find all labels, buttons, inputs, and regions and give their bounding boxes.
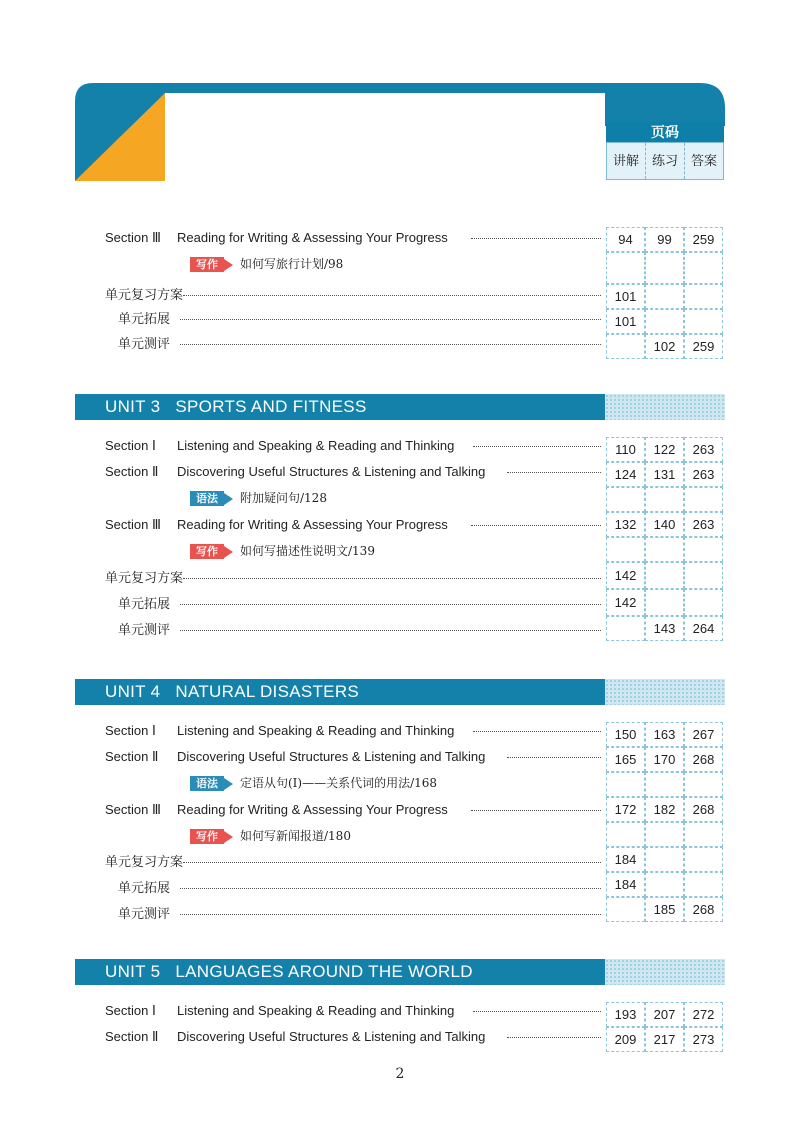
leader-dots — [507, 1037, 601, 1038]
page-cell[interactable]: 273 — [684, 1027, 723, 1052]
toc-row-extension[interactable] — [105, 306, 605, 332]
unit4-title: UNIT 4 NATURAL DISASTERS — [105, 682, 360, 701]
page-cell — [684, 822, 723, 847]
review-title: 单元复习方案 — [105, 287, 184, 302]
page-cell — [684, 847, 723, 872]
writing-note[interactable] — [190, 825, 351, 847]
grammar-tag: 语法 — [190, 776, 234, 791]
page-cell — [684, 589, 723, 616]
review-title: 单元复习方案 — [105, 570, 184, 585]
page-cell — [684, 872, 723, 897]
page-cell[interactable]: 165 — [606, 747, 645, 772]
toc-row-u3-section2[interactable] — [105, 459, 605, 485]
page-cell[interactable]: 184 — [606, 872, 645, 897]
grammar-text: 附加疑问句/128 — [240, 491, 327, 505]
section-label: Section Ⅰ — [105, 438, 156, 453]
column-answer: 答案 — [684, 143, 723, 179]
column-practice: 练习 — [645, 143, 684, 179]
page-cell[interactable]: 132 — [606, 512, 645, 537]
page-cell[interactable]: 182 — [645, 797, 684, 822]
toc-row-u3-test[interactable] — [105, 617, 605, 643]
toc-row-u5-section1[interactable] — [105, 998, 605, 1024]
grammar-note[interactable] — [190, 487, 327, 509]
test-title: 单元测评 — [118, 336, 171, 351]
page-cell[interactable]: 267 — [684, 722, 723, 747]
section-title: Listening and Speaking & Reading and Thinking — [177, 1003, 455, 1018]
page-cell[interactable]: 268 — [684, 797, 723, 822]
page-cell — [606, 772, 645, 797]
page-cell[interactable]: 142 — [606, 589, 645, 616]
section-label: Section Ⅰ — [105, 723, 156, 738]
toc-row-u3-section3[interactable] — [105, 512, 605, 538]
section-title: Discovering Useful Structures & Listening and Talking — [177, 464, 486, 479]
section-label: Section Ⅲ — [105, 802, 161, 817]
page-cell[interactable]: 268 — [684, 747, 723, 772]
page-cell — [684, 772, 723, 797]
leader-dots — [471, 810, 601, 811]
page-code-header — [606, 122, 724, 182]
page-cell[interactable]: 150 — [606, 722, 645, 747]
page-cell — [684, 487, 723, 512]
unit5-title: UNIT 5 LANGUAGES AROUND THE WORLD — [105, 962, 473, 981]
grammar-note[interactable] — [190, 772, 437, 794]
review-title: 单元复习方案 — [105, 854, 184, 869]
page-cell[interactable]: 268 — [684, 897, 723, 922]
toc-row-u4-section3[interactable] — [105, 797, 605, 823]
page-cell[interactable]: 110 — [606, 437, 645, 462]
leader-dots — [471, 525, 601, 526]
toc-row-u3-extension[interactable] — [105, 591, 605, 617]
section-label: Section Ⅰ — [105, 1003, 156, 1018]
page-cell — [684, 284, 723, 309]
section-title: Reading for Writing & Assessing Your Progress — [177, 802, 448, 817]
leader-dots — [180, 914, 601, 915]
unit3-title: UNIT 3 SPORTS AND FITNESS — [105, 397, 367, 416]
page-cell — [684, 537, 723, 562]
extension-title: 单元拓展 — [118, 596, 171, 611]
section-label: Section Ⅱ — [105, 1029, 159, 1044]
page-cell[interactable]: 170 — [645, 747, 684, 772]
leader-dots — [471, 238, 601, 239]
page-code-title: 页码 — [606, 122, 724, 142]
page-cell — [645, 847, 684, 872]
extension-title: 单元拓展 — [118, 311, 171, 326]
toc-row-u4-section2[interactable] — [105, 744, 605, 770]
toc-row-u4-section1[interactable] — [105, 718, 605, 744]
writing-text: 如何写描述性说明文/139 — [240, 544, 375, 558]
leader-dots — [180, 888, 601, 889]
page-cell[interactable]: 272 — [684, 1002, 723, 1027]
test-title: 单元测评 — [118, 906, 171, 921]
page-cell — [645, 309, 684, 334]
page-cell — [684, 562, 723, 589]
page-cell[interactable]: 122 — [645, 437, 684, 462]
page-cell[interactable]: 102 — [645, 334, 684, 359]
page-cell — [645, 562, 684, 589]
page-cell[interactable]: 124 — [606, 462, 645, 487]
page-cell — [606, 537, 645, 562]
page-cell[interactable]: 264 — [684, 616, 723, 641]
toc-row-test[interactable] — [105, 331, 605, 357]
grammar-tag: 语法 — [190, 491, 234, 506]
unit5-header — [75, 959, 725, 985]
page-cell — [645, 487, 684, 512]
page-cell[interactable]: 263 — [684, 512, 723, 537]
extension-title: 单元拓展 — [118, 880, 171, 895]
test-title: 单元测评 — [118, 622, 171, 637]
toc-row-u3-review[interactable] — [105, 565, 605, 591]
column-lecture: 讲解 — [612, 153, 639, 168]
page-cell[interactable]: 172 — [606, 797, 645, 822]
page-cell[interactable]: 94 — [606, 227, 645, 252]
writing-text: 如何写旅行计划/98 — [240, 257, 344, 271]
toc-row-review[interactable] — [105, 282, 605, 308]
leader-dots — [507, 757, 601, 758]
leader-dots — [180, 319, 601, 320]
page-cell — [606, 334, 645, 359]
toc-row-u4-test[interactable] — [105, 901, 605, 927]
page-cell — [606, 897, 645, 922]
leader-dots — [183, 578, 601, 579]
page-cell — [645, 872, 684, 897]
page-cell[interactable]: 259 — [684, 227, 723, 252]
toc-row-u4-extension[interactable] — [105, 875, 605, 901]
page-cell — [684, 252, 723, 284]
leader-dots — [473, 1011, 601, 1012]
toc-row-u5-section2[interactable] — [105, 1024, 605, 1050]
section-title: Listening and Speaking & Reading and Thinking — [177, 438, 455, 453]
toc-row-u3-section1[interactable] — [105, 433, 605, 459]
page-cell[interactable]: 101 — [606, 309, 645, 334]
leader-dots — [473, 446, 601, 447]
unit3-header — [75, 394, 725, 420]
page-cell — [606, 487, 645, 512]
page-cell[interactable]: 184 — [606, 847, 645, 872]
leader-dots — [180, 604, 601, 605]
section-label: Section Ⅲ — [105, 230, 161, 245]
section-title: Discovering Useful Structures & Listening and Talking — [177, 749, 486, 764]
page-cell — [645, 772, 684, 797]
grammar-text: 定语从句(Ⅰ)——关系代词的用法/168 — [240, 776, 438, 790]
page-cell — [606, 252, 645, 284]
page-cell[interactable]: 140 — [645, 512, 684, 537]
page-cell[interactable]: 209 — [606, 1027, 645, 1052]
page-cell — [645, 589, 684, 616]
writing-tag: 写作 — [190, 829, 234, 844]
page-cell[interactable]: 185 — [645, 897, 684, 922]
page-cell — [645, 822, 684, 847]
writing-note[interactable] — [190, 540, 375, 562]
page-cell[interactable]: 207 — [645, 1002, 684, 1027]
page-cell — [606, 822, 645, 847]
page-cell[interactable]: 263 — [684, 462, 723, 487]
page-cell[interactable]: 193 — [606, 1002, 645, 1027]
leader-dots — [180, 630, 601, 631]
page-cell[interactable]: 142 — [606, 562, 645, 589]
writing-text: 如何写新闻报道/180 — [240, 829, 351, 843]
page-cell[interactable]: 131 — [645, 462, 684, 487]
leader-dots — [180, 344, 601, 345]
leader-dots — [183, 862, 601, 863]
page-code-columns — [606, 142, 724, 180]
leader-dots — [183, 295, 601, 296]
section-title: Listening and Speaking & Reading and Thinking — [177, 723, 455, 738]
section-label: Section Ⅱ — [105, 464, 159, 479]
page-cell[interactable]: 163 — [645, 722, 684, 747]
unit4-header — [75, 679, 725, 705]
writing-tag: 写作 — [190, 257, 234, 272]
page-cell — [606, 616, 645, 641]
page-cell[interactable]: 263 — [684, 437, 723, 462]
section-title: Reading for Writing & Assessing Your Progress — [177, 230, 448, 245]
page-cell[interactable]: 259 — [684, 334, 723, 359]
writing-note[interactable] — [190, 253, 343, 275]
page-cell[interactable]: 143 — [645, 616, 684, 641]
page-cell — [684, 309, 723, 334]
leader-dots — [507, 472, 601, 473]
page-cell — [645, 537, 684, 562]
page-number: 2 — [395, 1066, 405, 1082]
page-cell[interactable]: 101 — [606, 284, 645, 309]
section-label: Section Ⅲ — [105, 517, 161, 532]
section-title: Reading for Writing & Assessing Your Progress — [177, 517, 448, 532]
leader-dots — [473, 731, 601, 732]
page-cell — [645, 284, 684, 309]
writing-tag: 写作 — [190, 544, 234, 559]
section-label: Section Ⅱ — [105, 749, 159, 764]
page-cell[interactable]: 99 — [645, 227, 684, 252]
toc-row-u4-review[interactable] — [105, 849, 605, 875]
page-cell[interactable]: 217 — [645, 1027, 684, 1052]
page-cell — [645, 252, 684, 284]
toc-row-section3[interactable] — [105, 225, 605, 251]
section-title: Discovering Useful Structures & Listening and Talking — [177, 1029, 486, 1044]
